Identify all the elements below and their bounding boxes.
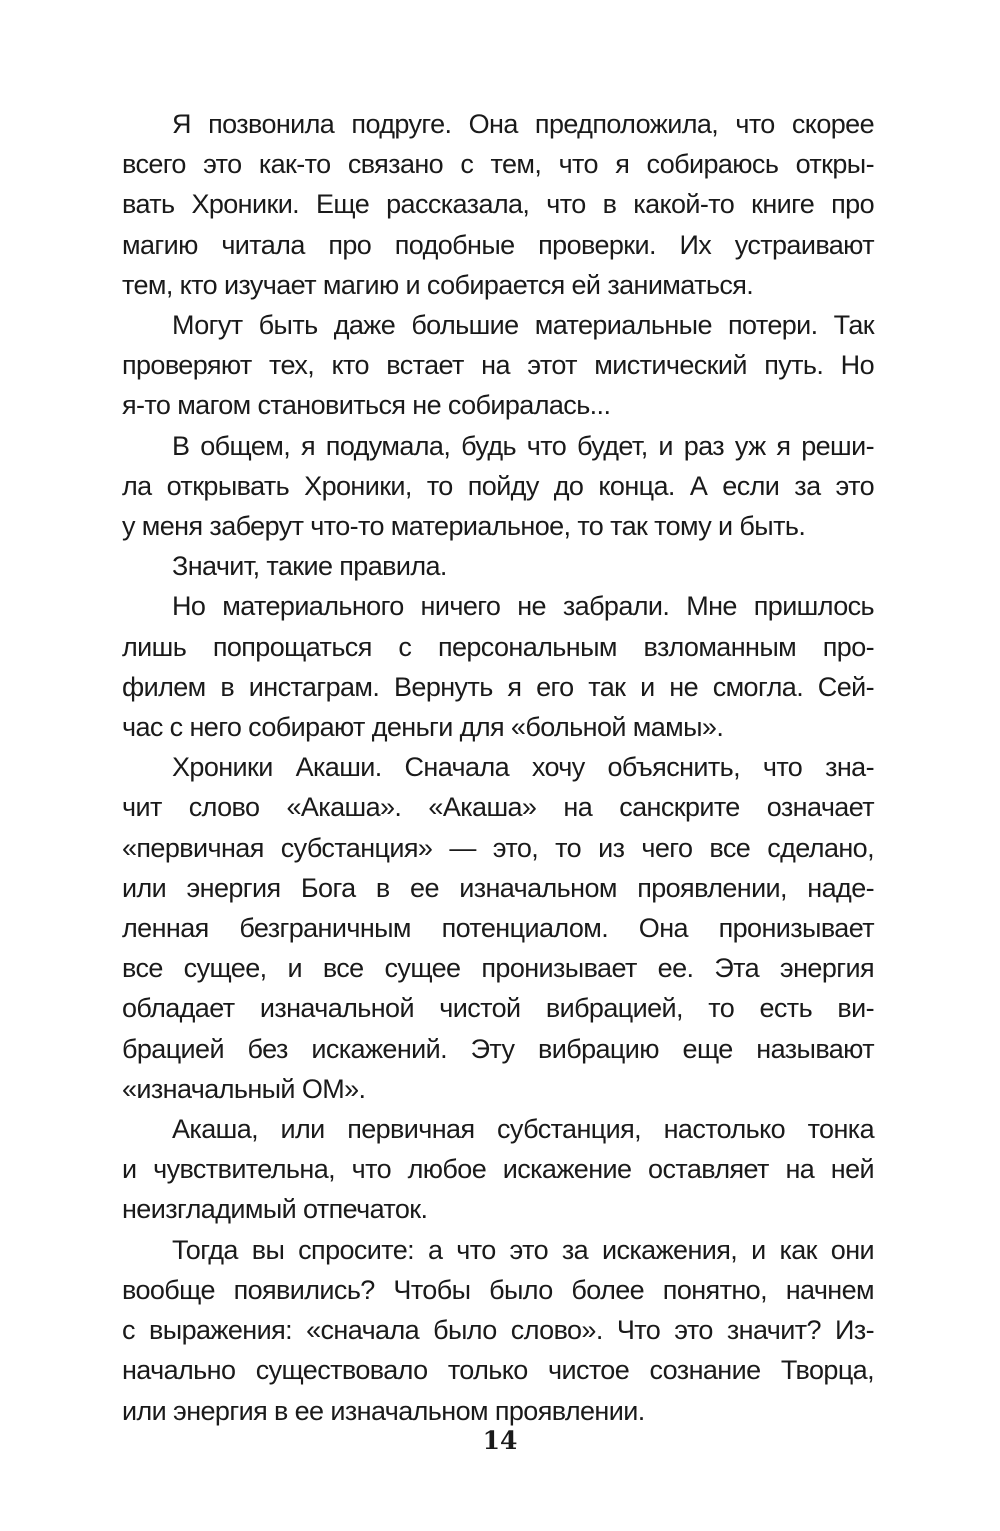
text-line: «первичная субстанция» — это, то из чего все сделано,: [122, 832, 874, 863]
text-line: начально существовало только чистое сознание Творца,: [122, 1355, 874, 1386]
text-line: Значит, такие правила.: [172, 551, 447, 582]
text-line: у меня заберут что-то материальное, то так тому и быть.: [122, 511, 806, 542]
text-line: Тогда вы спросите: а что это за искажения, и как они: [172, 1234, 874, 1265]
body-text: [122, 104, 874, 1431]
paragraph: [122, 1230, 874, 1431]
text-line: вообще появились? Чтобы было более понятно, начнем: [122, 1274, 874, 1305]
text-line: Могут быть даже большие материальные потери. Так: [172, 310, 874, 341]
text-line: неизгладимый отпечаток.: [122, 1194, 428, 1225]
text-line: всего это как-то связано с тем, что я собираюсь откры-: [122, 149, 874, 180]
text-line: В общем, я подумала, будь что будет, и раз уж я реши-: [172, 430, 874, 461]
paragraph: [122, 305, 874, 426]
text-line: магию читала про подобные проверки. Их устраивают: [122, 229, 874, 260]
text-line: все сущее, и все сущее пронизывает ее. Эта энергия: [122, 953, 874, 984]
paragraph: [122, 104, 874, 305]
text-line: ла открывать Хроники, то пойду до конца. А если за это: [122, 470, 874, 501]
text-line: и чувствительна, что любое искажение оставляет на ней: [122, 1154, 874, 1185]
paragraph: [122, 426, 874, 547]
text-line: с выражения: «сначала было слово». Что это значит? Из-: [122, 1315, 874, 1346]
paragraph: [122, 546, 874, 586]
text-line: час с него собирают деньги для «больной мамы».: [122, 712, 724, 743]
text-line: чит слово «Акаша». «Акаша» на санскрите означает: [122, 792, 874, 823]
text-line: или энергия Бога в ее изначальном проявлении, наде-: [122, 872, 874, 903]
text-line: Хроники Акаши. Сначала хочу объяснить, что зна-: [172, 752, 874, 783]
text-line: или энергия в ее изначальном проявлении.: [122, 1395, 645, 1426]
text-line: Акаша, или первичная субстанция, настолько тонка: [172, 1114, 874, 1145]
paragraph: [122, 586, 874, 747]
paragraph: [122, 747, 874, 1109]
text-line: я-то магом становиться не собиралась...: [122, 390, 611, 421]
text-line: обладает изначальной чистой вибрацией, то есть ви-: [122, 993, 874, 1024]
text-line: Я позвонила подруге. Она предположила, что скорее: [172, 109, 874, 139]
text-line: ленная безграничным потенциалом. Она пронизывает: [122, 913, 874, 944]
text-line: вать Хроники. Еще рассказала, что в какой-то книге про: [122, 189, 874, 220]
text-line: тем, кто изучает магию и собирается ей заниматься.: [122, 269, 754, 300]
text-line: брацией без искажений. Эту вибрацию еще называют: [122, 1033, 874, 1064]
text-line: проверяют тех, кто встает на этот мистический путь. Но: [122, 350, 874, 381]
text-line: лишь попрощаться с персональным взломанным про-: [122, 631, 874, 662]
paragraph: [122, 1109, 874, 1230]
text-line: «изначальный ОМ».: [122, 1073, 366, 1104]
text-line: филем в инстаграм. Вернуть я его так и не смогла. Сей-: [122, 671, 874, 702]
page-number: 14: [482, 1426, 518, 1455]
text-line: Но материального ничего не забрали. Мне пришлось: [172, 591, 874, 622]
